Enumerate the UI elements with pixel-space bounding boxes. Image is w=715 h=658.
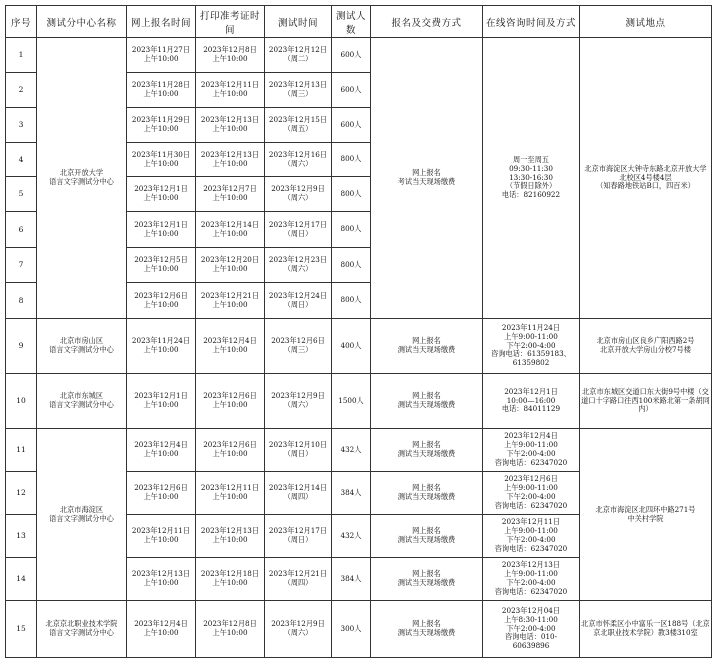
payment-method: 网上报名 测试当天现场缴费 [371,601,483,658]
test-location: 北京市房山区良乡广阳西路2号 北京开放大学房山分校7号楼 [580,319,712,374]
row-number: 8 [6,283,37,319]
test-count: 400人 [332,319,371,374]
header-row [6,6,712,38]
reg-time: 2023年12月1日 上午10:00 [127,212,196,248]
consult-info: 2023年12月1日 10:00—16:00 电话：84011129 [483,374,580,429]
table-row [6,319,712,374]
test-count: 600人 [332,73,371,108]
center-name: 北京市海淀区 语言文字测试分中心 [37,429,127,601]
test-count: 300人 [332,601,371,658]
exam-schedule-table [5,5,712,658]
test-count: 800人 [332,212,371,248]
test-time: 2023年12月10日 （周日） [265,429,332,472]
row-number: 12 [6,472,37,515]
row-number: 5 [6,177,37,212]
row-number: 15 [6,601,37,658]
consult-info: 周一至周五 09:30-11:30 13:30-16:30 （节假日除外） 电话：82160922 [483,38,580,319]
header-consult: 在线咨询时间及方式 [483,6,580,38]
print-time: 2023年12月8日 上午10:00 [196,38,265,73]
header-print-time: 打印准考证时间 [196,6,265,38]
print-time: 2023年12月18日 上午10:00 [196,558,265,601]
payment-method: 网上报名 测试当天现场缴费 [371,374,483,429]
payment-method: 网上报名 考试当天现场缴费 [371,38,483,319]
test-time: 2023年12月21日 （周四） [265,558,332,601]
table-row [6,429,712,472]
row-number: 11 [6,429,37,472]
row-number: 1 [6,38,37,73]
center-name: 北京市东城区 语言文字测试分中心 [37,374,127,429]
test-time: 2023年12月24日 （周日） [265,283,332,319]
test-location: 北京市东城区交道口东大街9号中楼（交道口十字路口往西100米路北第一条胡同内） [580,374,712,429]
payment-method: 网上报名 测试当天现场缴费 [371,558,483,601]
consult-info: 2023年12月6日 上午9:00-11:00 下午2:00-4:00 咨询电话：62347020 [483,472,580,515]
print-time: 2023年12月13日 上午10:00 [196,515,265,558]
payment-method: 网上报名 测试当天现场缴费 [371,319,483,374]
print-time: 2023年12月11日 上午10:00 [196,73,265,108]
test-time: 2023年12月6日 （周三） [265,319,332,374]
test-count: 600人 [332,38,371,73]
row-number: 13 [6,515,37,558]
print-time: 2023年12月11日 上午10:00 [196,472,265,515]
reg-time: 2023年12月6日 上午10:00 [127,283,196,319]
table-row [6,374,712,429]
test-count: 800人 [332,248,371,283]
reg-time: 2023年12月1日 上午10:00 [127,374,196,429]
print-time: 2023年12月6日 上午10:00 [196,429,265,472]
print-time: 2023年12月13日 上午10:00 [196,108,265,143]
print-time: 2023年12月4日 上午10:00 [196,319,265,374]
table-row [6,601,712,658]
test-time: 2023年12月14日 （周四） [265,472,332,515]
header-reg-time: 网上报名时间 [127,6,196,38]
test-time: 2023年12月17日 （周日） [265,212,332,248]
test-count: 384人 [332,472,371,515]
row-number: 2 [6,73,37,108]
header-test-time: 测试时间 [265,6,332,38]
payment-method: 网上报名 测试当天现场缴费 [371,472,483,515]
test-time: 2023年12月15日 （周五） [265,108,332,143]
header-payment: 报名及交费方式 [371,6,483,38]
test-count: 384人 [332,558,371,601]
reg-time: 2023年11月30日 上午10:00 [127,143,196,177]
test-time: 2023年12月12日 （周二） [265,38,332,73]
print-time: 2023年12月6日 上午10:00 [196,374,265,429]
header-location: 测试地点 [580,6,712,38]
test-time: 2023年12月17日 （周日） [265,515,332,558]
row-number: 6 [6,212,37,248]
reg-time: 2023年11月28日 上午10:00 [127,73,196,108]
test-location: 北京市海淀区北四环中路271号 中关村学院 [580,429,712,601]
reg-time: 2023年12月6日 上午10:00 [127,472,196,515]
test-count: 432人 [332,515,371,558]
test-time: 2023年12月16日 （周六） [265,143,332,177]
reg-time: 2023年11月24日 上午10:00 [127,319,196,374]
test-location: 北京市海淀区大钟寺东路北京开放大学北校区4号楼4层 （知春路地铁站B口，四百米） [580,38,712,319]
header-count: 测试人数 [332,6,371,38]
consult-info: 2023年11月24日 上午9:00-11:00 下午2:00-4:00 咨询电话：61359183、 61359802 [483,319,580,374]
print-time: 2023年12月20日 上午10:00 [196,248,265,283]
reg-time: 2023年12月13日 上午10:00 [127,558,196,601]
test-time: 2023年12月9日 （周六） [265,177,332,212]
test-location: 北京市怀柔区小中富乐一区188号（北京京北职业技术学院）教3楼310室 [580,601,712,658]
payment-method: 网上报名 测试当天现场缴费 [371,515,483,558]
test-count: 800人 [332,283,371,319]
reg-time: 2023年11月29日 上午10:00 [127,108,196,143]
row-number: 4 [6,143,37,177]
row-number: 7 [6,248,37,283]
header-no: 序号 [6,6,37,38]
print-time: 2023年12月13日 上午10:00 [196,143,265,177]
test-count: 1500人 [332,374,371,429]
test-time: 2023年12月13日 （周三） [265,73,332,108]
table-row [6,38,712,73]
print-time: 2023年12月14日 上午10:00 [196,212,265,248]
row-number: 14 [6,558,37,601]
consult-info: 2023年12月04日 上午8:30-11:00 下午2:00-4:00 咨询电话：010- 60639896 [483,601,580,658]
reg-time: 2023年12月11日 上午10:00 [127,515,196,558]
print-time: 2023年12月7日 上午10:00 [196,177,265,212]
reg-time: 2023年12月4日 上午10:00 [127,429,196,472]
consult-info: 2023年12月11日 上午9:00-11:00 下午2:00-4:00 咨询电话：62347020 [483,515,580,558]
test-count: 600人 [332,108,371,143]
row-number: 9 [6,319,37,374]
center-name: 北京开放大学 语言文字测试分中心 [37,38,127,319]
test-time: 2023年12月9日 （周六） [265,374,332,429]
test-time: 2023年12月9日 （周六） [265,601,332,658]
reg-time: 2023年12月4日 上午10:00 [127,601,196,658]
consult-info: 2023年12月4日 上午9:00-11:00 下午2:00-4:00 咨询电话：62347020 [483,429,580,472]
print-time: 2023年12月8日 上午10:00 [196,601,265,658]
row-number: 3 [6,108,37,143]
consult-info: 2023年12月13日 上午9:00-11:00 下午2:00-4:00 咨询电话：62347020 [483,558,580,601]
reg-time: 2023年12月1日 上午10:00 [127,177,196,212]
test-count: 800人 [332,143,371,177]
center-name: 北京市房山区 语言文字测试分中心 [37,319,127,374]
header-center: 测试分中心名称 [37,6,127,38]
payment-method: 网上报名 测试当天现场缴费 [371,429,483,472]
test-count: 432人 [332,429,371,472]
print-time: 2023年12月21日 上午10:00 [196,283,265,319]
test-time: 2023年12月23日 （周六） [265,248,332,283]
row-number: 10 [6,374,37,429]
center-name: 北京京北职业技术学院 语言文字测试分中心 [37,601,127,658]
test-count: 800人 [332,177,371,212]
reg-time: 2023年12月5日 上午10:00 [127,248,196,283]
reg-time: 2023年11月27日 上午10:00 [127,38,196,73]
